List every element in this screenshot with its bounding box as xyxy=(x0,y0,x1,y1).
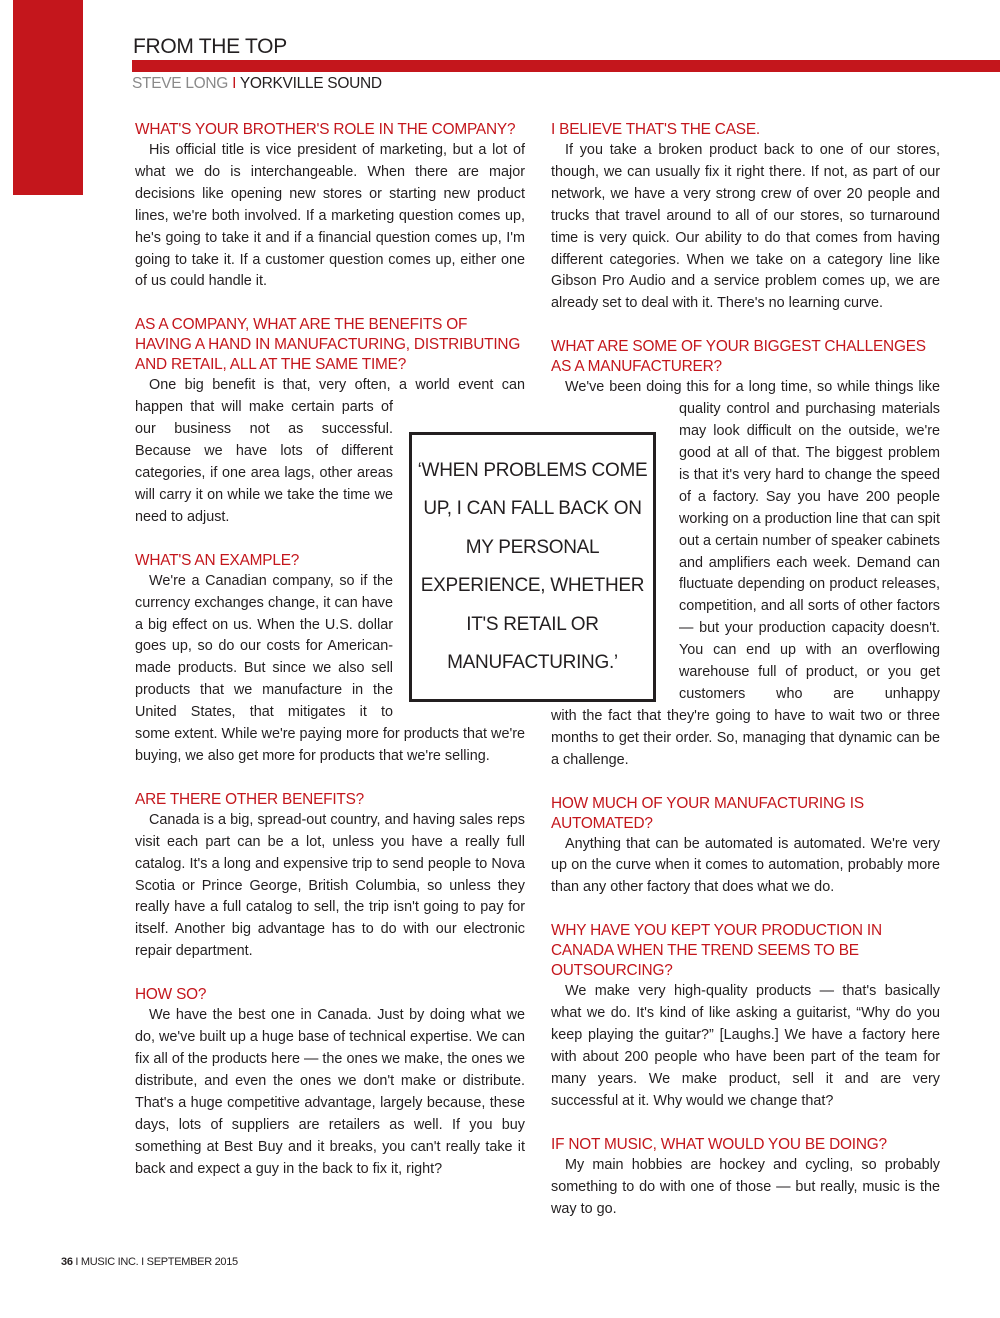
answer-paragraph: If you take a broken product back to one of our stores, though, we can usually fix it right there. If not, as part of our network, we have a very strong crew of over 20 people and trucks that travel around to all of our stores, so turnaround time is very quick. Our ability to do that comes from having different categories. When we take on a category line like Gibson Pro Audio and a service problem comes up, we are already set to deal with it. There's no learning curve. xyxy=(551,142,940,312)
answer-paragraph-first-line: One big benefit is that, very often, a world event can xyxy=(149,377,525,394)
pull-quote-box xyxy=(409,432,656,702)
answer-paragraph: Anything that can be automated is automated. We're very up on the curve when it comes to automation, probably more than any other factory that does what we do. xyxy=(551,835,940,896)
question-heading: HOW MUCH OF YOUR MANUFACTURING IS AUTOMATED? xyxy=(551,794,864,832)
publication-info: I MUSIC INC. I SEPTEMBER 2015 xyxy=(75,1256,238,1268)
question-heading: ARE THERE OTHER BENEFITS? xyxy=(135,790,365,808)
answer-paragraph: We have the best one in Canada. Just by doing what we do, we've built up a huge base of technical expertise. We can fix all of the products here — the ones we make, the ones we distribute, and even the ones we don't make or distribute. That's a huge competitive advantage, largely because, these days, lots of suppliers are retailers as well. If you buy something at Best Buy and it breaks, you can't really take it back and expect a guy in the back to fix it, right? xyxy=(135,1007,525,1177)
answer-paragraph: His official title is vice president of marketing, but a lot of what we do is interchangeable. When there are major decisions like opening new stores or starting new product lines, we're both involved. If a marketing question comes up, he's going to take it and if a financial question comes up, I'm going to take it. If a customer question comes up, either one of us could handle it. xyxy=(135,142,525,290)
decorative-red-bar xyxy=(13,0,83,195)
header-rule xyxy=(132,60,1000,72)
question-heading: AS A COMPANY, WHAT ARE THE BENEFITS OF HAVING A HAND IN MANUFACTURING, DISTRIBUTING AND RETAIL, ALL AT THE SAME TIME? xyxy=(135,316,521,374)
pull-quote-text: ‘WHEN PROBLEMS COME UP, I CAN FALL BACK ON MY PERSONAL EXPERIENCE, WHETHER IT'S RETAIL OR MANUFACTURING.’ xyxy=(417,459,648,673)
question-heading: I BELIEVE THAT'S THE CASE. xyxy=(551,121,760,138)
question-heading: HOW SO? xyxy=(135,986,207,1004)
page-number: 36 xyxy=(61,1256,73,1268)
byline-name: STEVE LONG xyxy=(132,75,229,92)
question-heading: WHAT ARE SOME OF YOUR BIGGEST CHALLENGES AS A MANUFACTURER? xyxy=(551,338,926,376)
question-heading: WHAT'S AN EXAMPLE? xyxy=(135,551,300,569)
answer-paragraph-continued: with the fact that they're going to have to wait two or three months to get their order. So, managing that dynamic can be a challenge. xyxy=(551,707,940,768)
answer-paragraph: quality control and purchasing materials may look difficult on the outside, we're good at all of that. The biggest problem is that it's very hard to change the speed of a factory. Say you have 200 people working on a production line that can spit out a certain number of speaker cabinets and amplifiers each week. Demand can fluctuate depending on product releases, competition, and all sorts of other factors — but your production capacity doesn't. You can end up with an overflowing warehouse full of product, or you get customers who are unhappy xyxy=(679,401,940,702)
section-title: FROM THE TOP xyxy=(133,35,287,58)
answer-paragraph-continued: some extent. While we're paying more for products that we're buying, we also get more for products that we're selling. xyxy=(135,726,525,764)
byline-separator: I xyxy=(232,75,237,92)
question-heading: IF NOT MUSIC, WHAT WOULD YOU BE DOING? xyxy=(551,1135,887,1153)
answer-paragraph: We're a Canadian company, so if the currency exchanges change, it can have a big effect on us. When the U.S. dollar goes up, so do our costs for American-made products. But since we also sell products that we manufacture in the United States, that mitigates it to xyxy=(135,572,393,721)
byline-org: YORKVILLE SOUND xyxy=(239,75,382,92)
question-heading: WHAT'S YOUR BROTHER'S ROLE IN THE COMPANY? xyxy=(135,121,516,138)
answer-paragraph-first-line: We've been doing this for a long time, so while things like xyxy=(565,379,940,396)
answer-paragraph: Canada is a big, spread-out country, and having sales reps visit each part can be a lot, unless you have a really full catalog. It's a long and expensive trip to send people to Nova Scotia or Prince George, British Columbia, so unless they really have a full catalog to sell, the trip isn't going to pay for itself. Another big advantage has to do with our electronic repair department. xyxy=(135,811,525,960)
page-footer xyxy=(61,1256,238,1268)
byline xyxy=(132,75,382,93)
answer-paragraph: happen that will make certain parts of our business not as successful. Because we have lots of different categories, if one area lags, other areas will carry it on while we take the time we need to adjust. xyxy=(135,399,393,525)
answer-paragraph: My main hobbies are hockey and cycling, so probably something to do with one of those — but really, music is the way to go. xyxy=(551,1156,940,1217)
question-heading: WHY HAVE YOU KEPT YOUR PRODUCTION IN CANADA WHEN THE TREND SEEMS TO BE OUTSOURCING? xyxy=(551,922,882,980)
answer-paragraph: We make very high-quality products — that's basically what we do. It's kind of like asking a guitarist, “Why do you keep playing the guitar?” [Laughs.] We have a factory here with about 200 people who have been part of the team for many years. We make product, sell it and are very successful at it. Why would we change that? xyxy=(551,983,940,1109)
